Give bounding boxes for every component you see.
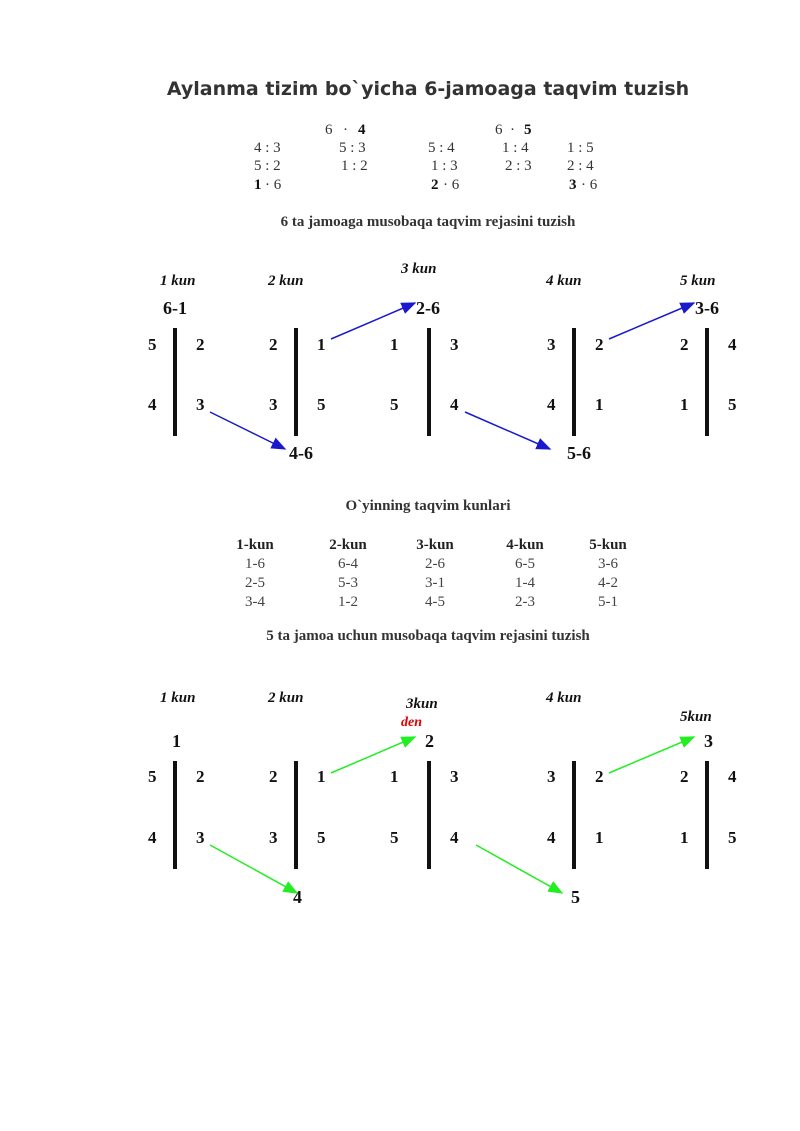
s1-arrow-4 xyxy=(465,412,550,449)
s2-g5-bl: 1 xyxy=(680,828,689,847)
s1-top-1: 6-1 xyxy=(163,298,187,318)
s2-g1-tr: 2 xyxy=(196,767,205,786)
schedule-cell: 1-4 xyxy=(515,575,535,591)
pair-r1-1: 5 : 3 xyxy=(339,140,366,156)
pair-r1-2: 5 : 4 xyxy=(428,140,455,156)
s1-arrow-1 xyxy=(331,303,415,339)
s1-g5-bl: 1 xyxy=(680,395,689,414)
s2-day-5: 5kun xyxy=(680,709,712,725)
s2-arrow-2 xyxy=(609,737,694,773)
s2-top-3: 3 xyxy=(704,731,713,751)
schedule-cell: 4-2 xyxy=(598,575,618,591)
s1-day-1: 1 kun xyxy=(160,273,196,289)
s1-g1-bl: 4 xyxy=(148,395,157,414)
s1-g5-tr: 4 xyxy=(728,335,737,354)
pair-r2-2: 1 : 3 xyxy=(431,158,458,174)
s1-g2-tr: 1 xyxy=(317,335,326,354)
s2-g2-br: 5 xyxy=(317,828,326,847)
s1-day-2: 2 kun xyxy=(268,273,304,289)
schedule-cell: 5-1 xyxy=(598,594,618,610)
s2-bottom-1: 4 xyxy=(293,887,302,907)
schedule-cell: 6-4 xyxy=(338,556,358,572)
schedule-heading: O`yinning taqvim kunlari xyxy=(345,498,511,514)
s1-g3-bl: 5 xyxy=(390,395,399,414)
s1-g3-tl: 1 xyxy=(390,335,399,354)
pair-header-1-a: 6 xyxy=(325,122,333,138)
s2-g1-tl: 5 xyxy=(148,767,157,786)
s1-bottom-1: 4-6 xyxy=(289,443,313,463)
s1-bottom-2: 5-6 xyxy=(567,443,591,463)
s2-bottom-2: 5 xyxy=(571,887,580,907)
s2-arrow-4 xyxy=(476,845,562,893)
schedule-cell: 1-6 xyxy=(245,556,265,572)
schedule-cell: 2-6 xyxy=(425,556,445,572)
s1-g3-tr: 3 xyxy=(450,335,459,354)
schedule-cell: 4-5 xyxy=(425,594,445,610)
s2-arrow-1 xyxy=(331,737,415,773)
s1-g2-bl: 3 xyxy=(269,395,278,414)
schedule-col-header: 4-kun xyxy=(506,537,544,553)
s2-top-1: 1 xyxy=(172,731,181,751)
s2-g2-tl: 2 xyxy=(269,767,278,786)
s2-day-2: 2 kun xyxy=(268,690,304,706)
pair-final-3-b: · 6 xyxy=(581,177,598,193)
schedule-cell: 2-3 xyxy=(515,594,535,610)
pair-final-1-a: 1 xyxy=(254,177,262,193)
pair-r1-4: 1 : 5 xyxy=(567,140,594,156)
s1-g4-bl: 4 xyxy=(547,395,556,414)
s1-top-3: 3-6 xyxy=(695,298,719,318)
pair-header-1-b: 4 xyxy=(358,122,366,138)
s1-g1-tr: 2 xyxy=(196,335,205,354)
pair-header-1-dot: · xyxy=(343,122,348,138)
schedule-col-header: 2-kun xyxy=(329,537,367,553)
s2-arrow-3 xyxy=(210,845,297,893)
s2-g4-tr: 2 xyxy=(595,767,604,786)
s1-g5-br: 5 xyxy=(728,395,737,414)
pair-r1-3: 1 : 4 xyxy=(502,140,529,156)
schedule-cell: 3-1 xyxy=(425,575,445,591)
pair-r2-0: 5 : 2 xyxy=(254,158,281,174)
pair-final-1-b: · 6 xyxy=(265,177,282,193)
schedule-cell: 1-2 xyxy=(338,594,358,610)
pair-r2-1: 1 : 2 xyxy=(341,158,368,174)
pair-final-2-b: · 6 xyxy=(443,177,460,193)
s2-top-2: 2 xyxy=(425,731,434,751)
schedule-cell: 3-4 xyxy=(245,594,265,610)
s2-g1-br: 3 xyxy=(196,828,205,847)
s1-g5-tl: 2 xyxy=(680,335,689,354)
s1-g4-tl: 3 xyxy=(547,335,556,354)
schedule-cell: 5-3 xyxy=(338,575,358,591)
s2-day-4: 4 kun xyxy=(546,690,582,706)
s1-g1-br: 3 xyxy=(196,395,205,414)
page-title: Aylanma tizim bo`yicha 6-jamoaga taqvim tuzish xyxy=(166,78,690,100)
pair-r1-0: 4 : 3 xyxy=(254,140,281,156)
s2-g4-tl: 3 xyxy=(547,767,556,786)
s1-arrow-2 xyxy=(609,303,694,339)
pair-r2-4: 2 : 4 xyxy=(567,158,594,174)
section2-heading: 5 ta jamoa uchun musobaqa taqvim rejasini tuzish xyxy=(266,628,590,644)
s2-note: den xyxy=(401,715,422,730)
s2-g3-br: 4 xyxy=(450,828,459,847)
s1-g4-tr: 2 xyxy=(595,335,604,354)
s2-day-1: 1 kun xyxy=(160,690,196,706)
s2-g5-tl: 2 xyxy=(680,767,689,786)
pair-final-2-a: 2 xyxy=(431,177,439,193)
s1-g4-br: 1 xyxy=(595,395,604,414)
s2-g4-bl: 4 xyxy=(547,828,556,847)
pair-final-3-a: 3 xyxy=(569,177,577,193)
s2-g5-tr: 4 xyxy=(728,767,737,786)
pair-header-2-b: 5 xyxy=(524,122,532,138)
s2-g2-bl: 3 xyxy=(269,828,278,847)
s2-g3-bl: 5 xyxy=(390,828,399,847)
s2-g2-tr: 1 xyxy=(317,767,326,786)
section1-heading: 6 ta jamoaga musobaqa taqvim rejasini tuzish xyxy=(280,214,576,230)
schedule-cell: 6-5 xyxy=(515,556,535,572)
s1-arrow-3 xyxy=(210,412,285,449)
s1-g2-br: 5 xyxy=(317,395,326,414)
s1-day-4: 4 kun xyxy=(546,273,582,289)
schedule-cell: 3-6 xyxy=(598,556,618,572)
s2-g3-tl: 1 xyxy=(390,767,399,786)
s1-day-5: 5 kun xyxy=(680,273,716,289)
schedule-col-header: 1-kun xyxy=(236,537,274,553)
schedule-cell: 2-5 xyxy=(245,575,265,591)
s1-g2-tl: 2 xyxy=(269,335,278,354)
schedule-col-header: 3-kun xyxy=(416,537,454,553)
s2-day-3: 3kun xyxy=(406,696,438,712)
s1-day-3: 3 kun xyxy=(401,261,437,277)
schedule-col-header: 5-kun xyxy=(589,537,627,553)
s2-g4-br: 1 xyxy=(595,828,604,847)
s1-g3-br: 4 xyxy=(450,395,459,414)
s2-g1-bl: 4 xyxy=(148,828,157,847)
pair-header-2-a: 6 xyxy=(495,122,503,138)
s1-g1-tl: 5 xyxy=(148,335,157,354)
s2-g5-br: 5 xyxy=(728,828,737,847)
s1-top-2: 2-6 xyxy=(416,298,440,318)
pair-header-2-dot: · xyxy=(510,122,515,138)
pair-r2-3: 2 : 3 xyxy=(505,158,532,174)
s2-g3-tr: 3 xyxy=(450,767,459,786)
